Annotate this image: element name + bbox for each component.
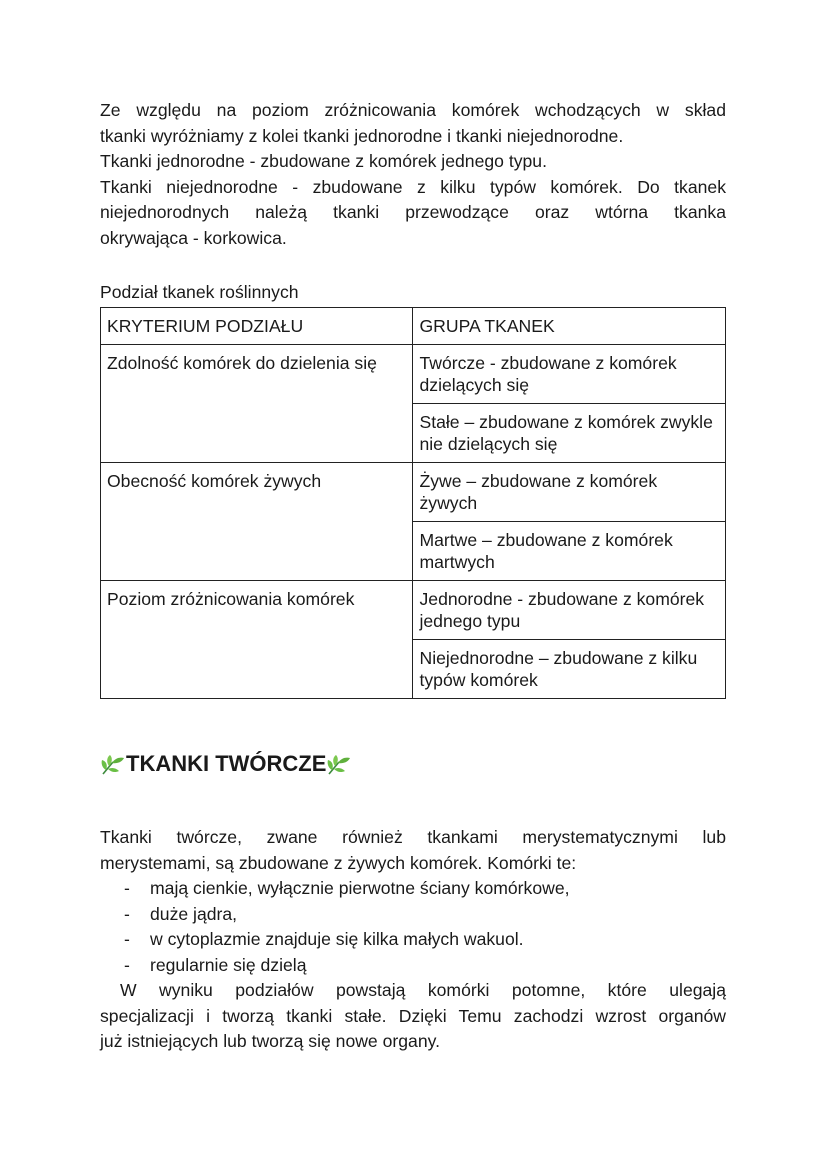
text-line: merystemami, są zbudowane z żywych komórek. Komórki te: (100, 852, 577, 873)
section-intro (100, 825, 726, 876)
list-item: - regularnie się dzielą (124, 953, 726, 979)
text-line: okrywająca - korkowica. (100, 227, 287, 248)
criterion-cell: Obecność komórek żywych (101, 463, 413, 581)
section-title (100, 749, 726, 779)
criterion-cell: Zdolność komórek do dzielenia się (101, 345, 413, 463)
list-item: - w cytoplazmie znajduje się kilka małych wakuol. (124, 927, 726, 953)
group-cell: Stałe – zbudowane z komórek zwykle nie dzielących się (413, 404, 726, 463)
text-line: specjalizacji i tworzą tkanki stałe. Dzięki Temu zachodzi wzrost organów (100, 1005, 726, 1026)
group-cell: Martwe – zbudowane z komórek martwych (413, 522, 726, 581)
section-outro (100, 978, 726, 1055)
text-line: W wyniku podziałów powstają komórki potomne, które ulegają (120, 980, 726, 1000)
cell-features-list (100, 876, 726, 978)
tissue-classification-table (100, 307, 726, 699)
criterion-cell: Poziom zróżnicowania komórek (101, 581, 413, 699)
text-line: niejednorodnych należą tkanki przewodzące oraz wtórna tkanka (100, 202, 726, 222)
header-criterion: KRYTERIUM PODZIAŁU (101, 308, 413, 345)
table-row (101, 581, 726, 640)
text-line: tkanki wyróżniamy z kolei tkanki jednorodne i tkanki niejednorodne. (100, 125, 624, 146)
group-cell: Twórcze - zbudowane z komórek dzielących się (413, 345, 726, 404)
section-title-text: TKANKI TWÓRCZE (126, 751, 327, 776)
header-group: GRUPA TKANEK (413, 308, 726, 345)
intro-paragraph (100, 98, 726, 251)
text-line: Ze względu na poziom zróżnicowania komórek wchodzących w skład (100, 100, 726, 120)
group-cell: Niejednorodne – zbudowane z kilku typów komórek (413, 640, 726, 699)
text-line: Tkanki niejednorodne - zbudowane z kilku typów komórek. Do tkanek (100, 176, 726, 197)
text-line: już istniejących lub tworzą się nowe organy. (100, 1031, 440, 1051)
text-line: Tkanki twórcze, zwane również tkankami merystematycznymi lub (100, 827, 726, 847)
text-line: Tkanki jednorodne - zbudowane z komórek jednego typu. (100, 151, 547, 171)
group-cell: Jednorodne - zbudowane z komórek jednego typu (413, 581, 726, 640)
table-row (101, 345, 726, 404)
group-cell: Żywe – zbudowane z komórek żywych (413, 463, 726, 522)
document-page (100, 98, 726, 1055)
table-header-row (101, 308, 726, 345)
list-item: - duże jądra, (124, 902, 726, 928)
herb-leaf-icon (326, 752, 352, 776)
list-item: - mają cienkie, wyłącznie pierwotne ściany komórkowe, (124, 876, 726, 902)
table-row (101, 463, 726, 522)
herb-leaf-icon (100, 752, 126, 776)
table-caption: Podział tkanek roślinnych (100, 282, 299, 302)
